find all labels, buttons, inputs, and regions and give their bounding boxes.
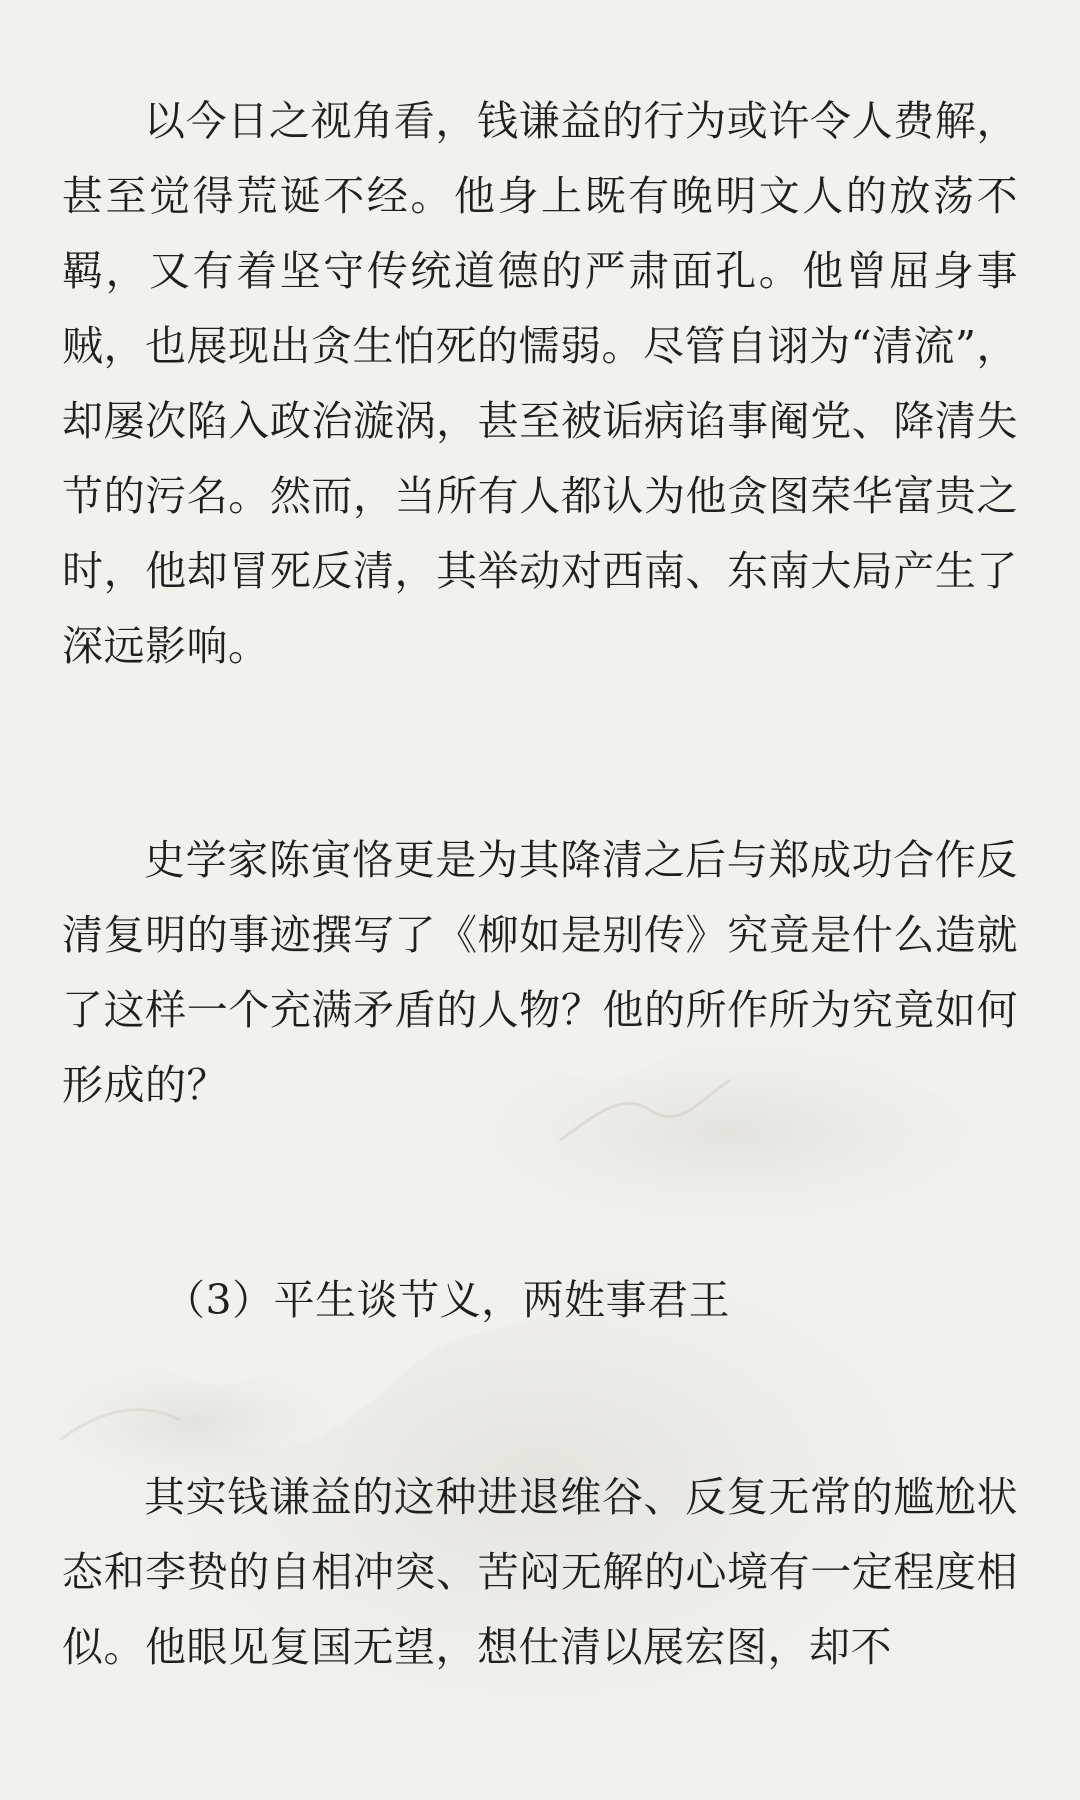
section-heading: （3）平生谈节义，两姓事君王 <box>164 1276 731 1324</box>
article-paragraph-1: 以今日之视角看，钱谦益的行为或许令人费解，甚至觉得荒诞不经。他身上既有晚明文人的放荡不羁，又有着坚守传统道德的严肃面孔。他曾屈身事贼，也展现出贪生怕死的懦弱。尽管自诩为“清流”，却屡次陷入政治漩涡，甚至被诟病谄事阉党、降清失节的污名。然而，当所有人都认为他贪图荣华富贵之时，他却冒死反清，其举动对西南、东南大局产生了深远影响。 <box>62 97 1018 670</box>
article-paragraph-3: 其实钱谦益的这种进退维谷、反复无常的尴尬状态和李贽的自相冲突、苦闷无解的心境有一定程度相似。他眼见复国无望，想仕清以展宏图，却不 <box>62 1473 1018 1671</box>
article-paragraph-2: 史学家陈寅恪更是为其降清之后与郑成功合作反清复明的事迹撰写了《柳如是别传》究竟是什么造就了这样一个充满矛盾的人物？他的所作所为究竟如何形成的？ <box>62 836 1018 1109</box>
